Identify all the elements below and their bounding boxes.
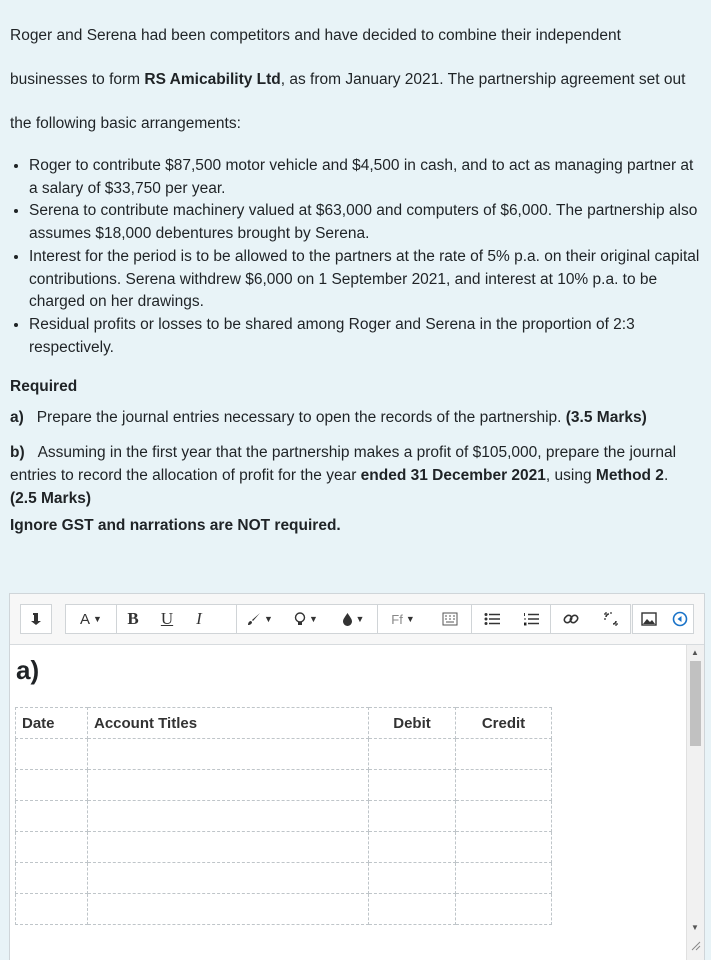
droplet-icon: [342, 612, 353, 626]
table-cell[interactable]: [16, 770, 88, 801]
chevron-down-icon: ▼: [264, 614, 273, 624]
requirement-b-marks: (2.5 Marks): [10, 490, 91, 507]
question-line-3: the following basic arrangements:: [10, 115, 241, 132]
insert-button-group: [377, 604, 472, 634]
table-cell[interactable]: [88, 894, 369, 925]
table-cell[interactable]: [456, 770, 552, 801]
link-button[interactable]: [551, 605, 591, 633]
table-cell[interactable]: [456, 832, 552, 863]
bold-button[interactable]: B: [127, 609, 139, 628]
arrangement-item: • Serena to contribute machinery valued at $63,000 and computers of $6,000. The partnership also assumes $18,000 debentures brought by Serena.: [29, 200, 705, 245]
table-cell[interactable]: [456, 863, 552, 894]
toolbar-toggle-button[interactable]: [20, 604, 52, 634]
rich-text-editor[interactable]: [9, 593, 705, 960]
table-cell[interactable]: [369, 832, 456, 863]
resize-handle-icon[interactable]: [691, 941, 701, 951]
insert-image-button[interactable]: [633, 605, 665, 633]
media-button-group: [632, 604, 694, 634]
numbered-list-button[interactable]: [511, 605, 551, 633]
font-family-label: Ff: [391, 611, 403, 627]
table-row: [16, 894, 552, 925]
scrollbar-thumb[interactable]: [690, 661, 701, 746]
header-date: Date: [16, 708, 88, 739]
table-cell[interactable]: [16, 832, 88, 863]
table-cell[interactable]: [369, 770, 456, 801]
table-cell[interactable]: [16, 739, 88, 770]
expand-arrow-icon: [30, 612, 42, 626]
chevron-down-icon: ▼: [405, 614, 415, 624]
editor-toolbar: [10, 594, 704, 645]
chevron-down-icon: ▼: [93, 614, 102, 624]
table-cell[interactable]: [456, 801, 552, 832]
question-line-2-post: , as from January 2021. The partnership agreement set out: [280, 71, 686, 88]
editor-content[interactable]: [10, 645, 686, 960]
question-line-1: Roger and Serena had been competitors and have decided to combine their independent: [10, 27, 621, 44]
question-line-2: [10, 71, 685, 89]
scroll-up-icon[interactable]: ▲: [691, 648, 699, 657]
requirement-b-text: , using: [545, 467, 596, 484]
header-debit: Debit: [369, 708, 456, 739]
arrangements-list: [10, 155, 705, 359]
link-button-group: [550, 604, 631, 634]
table-cell[interactable]: [16, 894, 88, 925]
requirement-b-date: ended 31 December 2021: [360, 467, 546, 484]
answer-heading: a): [16, 655, 40, 685]
lightbulb-button[interactable]: [283, 605, 329, 633]
table-cell[interactable]: [88, 770, 369, 801]
requirement-a-label: a): [10, 409, 24, 426]
editor-scrollbar[interactable]: [686, 645, 704, 960]
table-header-row: [16, 708, 552, 739]
unlink-button[interactable]: [591, 605, 631, 633]
bullet-list-button[interactable]: [472, 605, 511, 633]
arrangement-item: • Interest for the period is to be allowed to the partners at the rate of 5% p.a. on their original capital contributions. Serena withdrew $6,000 on 1 September 2021, and interest at 10% p.a. to be charged on her drawings.: [29, 246, 705, 314]
requirement-a-text: Prepare the journal entries necessary to open the records of the partnership.: [36, 409, 562, 426]
italic-button[interactable]: I: [196, 609, 202, 628]
table-cell[interactable]: [456, 739, 552, 770]
table-cell[interactable]: [369, 863, 456, 894]
arrangement-item: • Roger to contribute $87,500 motor vehicle and $4,500 in cash, and to act as managing partner at a salary of $33,750 per year.: [29, 155, 705, 200]
requirement-b: [10, 441, 705, 510]
table-cell[interactable]: [88, 739, 369, 770]
style-button-group: [236, 604, 378, 634]
header-account-titles: Account Titles: [88, 708, 369, 739]
requirement-a-marks: (3.5 Marks): [565, 409, 647, 426]
fill-color-button[interactable]: [329, 605, 377, 633]
question-line-2-pre: businesses to form: [10, 71, 145, 88]
lightbulb-icon: [294, 612, 306, 627]
table-cell[interactable]: [369, 739, 456, 770]
table-cell[interactable]: [16, 863, 88, 894]
chevron-down-icon: ▼: [309, 614, 318, 624]
table-row: [16, 863, 552, 894]
font-color-button[interactable]: [66, 605, 117, 633]
table-cell[interactable]: [88, 832, 369, 863]
arrangement-item: • Residual profits or losses to be shared among Roger and Serena in the proportion of 2:3 respectively.: [29, 314, 705, 359]
table-cell[interactable]: [88, 801, 369, 832]
journal-table[interactable]: [15, 707, 552, 925]
table-row: [16, 739, 552, 770]
requirement-b-text: .: [663, 467, 669, 484]
numbered-list-icon: [523, 612, 539, 626]
paintbrush-icon: [247, 612, 261, 626]
requirement-b-method: Method 2: [595, 467, 664, 484]
required-heading: Required: [10, 378, 78, 395]
bullet-list-icon: [484, 612, 500, 626]
table-cell[interactable]: [369, 801, 456, 832]
chevron-down-icon: ▼: [355, 614, 365, 624]
special-char-button[interactable]: [428, 605, 472, 633]
font-color-label: A: [80, 610, 91, 628]
underline-button[interactable]: U: [160, 609, 174, 628]
table-cell[interactable]: [456, 894, 552, 925]
table-cell[interactable]: [16, 801, 88, 832]
header-credit: Credit: [456, 708, 552, 739]
requirement-b-text: Assuming in the first year that the partnership makes a profit of $105,000, prepare the journal entries to record the allocation of profit for the year: [10, 444, 677, 484]
keyboard-icon: [442, 612, 458, 626]
company-name: RS Amicability Ltd: [144, 71, 281, 88]
scroll-down-icon[interactable]: ▼: [691, 923, 699, 932]
unlink-icon: [603, 611, 619, 627]
table-row: [16, 832, 552, 863]
media-play-icon: [672, 611, 688, 627]
requirement-a: [10, 409, 647, 427]
table-row: [16, 770, 552, 801]
paintbrush-button[interactable]: [237, 605, 283, 633]
table-cell[interactable]: [88, 863, 369, 894]
image-icon: [641, 612, 657, 626]
list-button-group: [471, 604, 551, 634]
table-row: [16, 801, 552, 832]
ignore-note: Ignore GST and narrations are NOT required.: [10, 517, 341, 534]
font-family-button[interactable]: [378, 605, 428, 633]
insert-media-button[interactable]: [665, 605, 694, 633]
table-cell[interactable]: [369, 894, 456, 925]
format-button-group: [65, 604, 237, 634]
link-icon: [563, 611, 579, 627]
requirement-b-label: b): [10, 444, 25, 461]
